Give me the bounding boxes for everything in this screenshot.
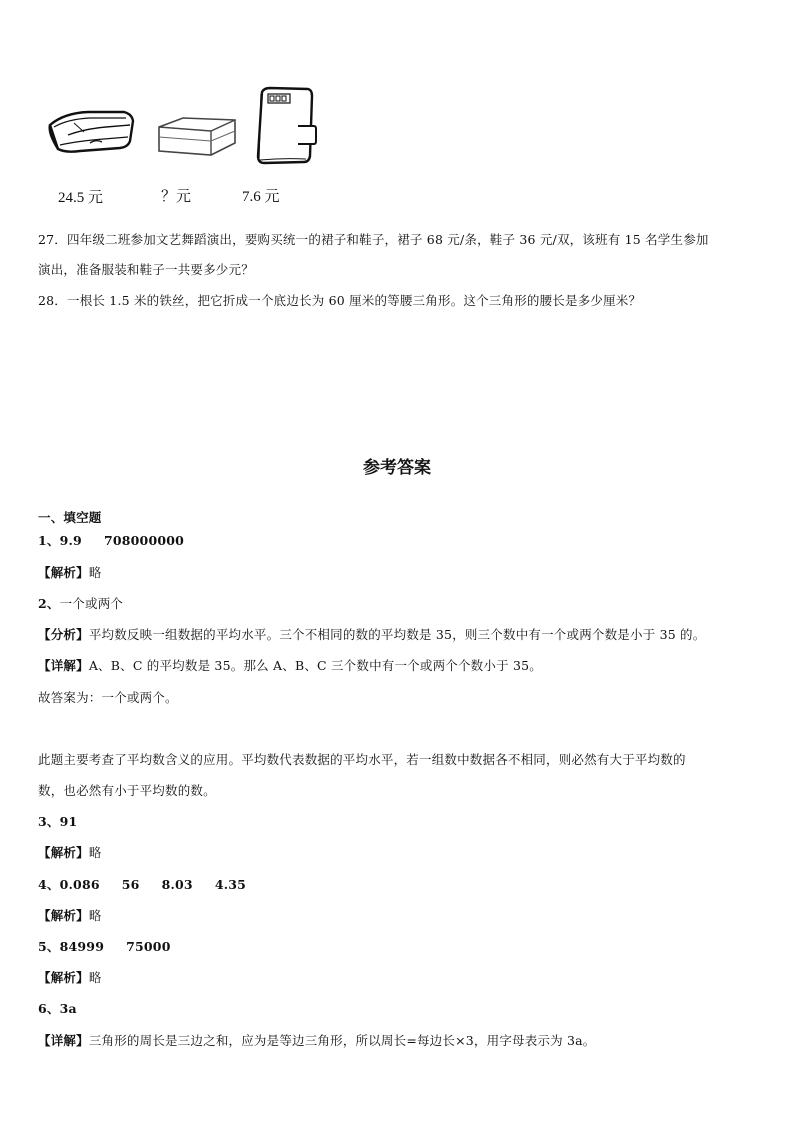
xiangjie-text: A、B、C 的平均数是 35。那么 A、B、C 三个数中有一个或两个个数小于 35。 — [88, 658, 542, 673]
answer-4 — [38, 875, 246, 893]
question-27-number: 27． — [38, 232, 68, 247]
answer-4-value-3: 8.03 — [161, 877, 193, 892]
xiangjie-tag: 【详解】 — [38, 658, 89, 673]
analysis-text: 略 — [88, 565, 102, 580]
answer-6 — [38, 999, 77, 1017]
answers-title: 参考答案 — [363, 458, 431, 478]
analysis-text: 略 — [88, 908, 102, 923]
answer-4-analysis — [38, 906, 102, 924]
question-28-text: 一根长 1.5 米的铁丝，把它折成一个底边长为 60 厘米的等腰三角形。这个三角形的腰长是多少厘米？ — [67, 293, 642, 308]
section-heading: 一、填空题 — [38, 510, 102, 525]
notebook-icon — [254, 86, 318, 166]
analysis-tag: 【解析】 — [38, 565, 89, 580]
answer-2-label: 2、 — [38, 596, 60, 611]
answer-5-value-2: 75000 — [126, 939, 171, 954]
answer-2-xiangjie — [38, 656, 542, 674]
answer-2-comment-line2: 数，也必然有小于平均数的数。 — [38, 783, 216, 798]
eraser-icon — [155, 113, 239, 161]
xiangjie-text: 三角形的周长是三边之和，应为是等边三角形，所以周长=每边长×3，用字母表示为 3a。 — [88, 1033, 596, 1048]
answer-1-value-2: 708000000 — [103, 533, 185, 548]
answer-6-label: 6、 — [38, 1001, 60, 1016]
analysis-tag: 【解析】 — [38, 845, 89, 860]
analysis-text: 略 — [88, 970, 102, 985]
answer-6-xiangjie — [38, 1031, 596, 1049]
answer-4-value-4: 4.35 — [214, 877, 247, 892]
answer-1-analysis — [38, 563, 102, 581]
answer-2-value: 一个或两个 — [59, 596, 124, 611]
answer-2-fenxi — [38, 625, 705, 643]
answer-1-value-1: 9.9 — [59, 533, 82, 548]
answer-6-value: 3a — [59, 1001, 77, 1016]
fenxi-tag: 【分析】 — [38, 627, 89, 642]
answer-1-label: 1、 — [38, 533, 60, 548]
question-28 — [38, 291, 641, 309]
answer-3-label: 3、 — [38, 814, 60, 829]
answer-4-label: 4、 — [38, 877, 60, 892]
answer-3 — [38, 812, 77, 830]
question-27-text-line1: 四年级二班参加文艺舞蹈演出，要购买统一的裙子和鞋子，裙子 68 元/条，鞋子 36 元/双，该班有 15 名学生参加 — [67, 232, 709, 247]
answer-1 — [38, 531, 184, 549]
eraser-price: ？元 — [161, 189, 192, 205]
answer-4-value-2: 56 — [121, 877, 140, 892]
question-27-text-line2: 演出，准备服装和鞋子一共要多少元？ — [38, 262, 254, 277]
answer-5-label: 5、 — [38, 939, 60, 954]
pencil-case-price: 24.5 元 — [58, 190, 104, 206]
answer-5-analysis — [38, 968, 102, 986]
answer-2-comment-line1: 此题主要考查了平均数含义的应用。平均数代表数据的平均水平，若一组数中数据各不相同，则必然有大于平均数的 — [38, 752, 686, 767]
xiangjie-tag: 【详解】 — [38, 1033, 89, 1048]
analysis-text: 略 — [88, 845, 102, 860]
analysis-tag: 【解析】 — [38, 970, 89, 985]
question-27 — [38, 230, 709, 248]
fenxi-text: 平均数反映一组数据的平均水平。三个不相同的数的平均数是 35，则三个数中有一个或两个数是小于 35 的。 — [88, 627, 706, 642]
answer-4-value-1: 0.086 — [59, 877, 100, 892]
answer-3-analysis — [38, 843, 102, 861]
answer-3-value: 91 — [59, 814, 78, 829]
answer-5-value-1: 84999 — [59, 939, 105, 954]
answer-5 — [38, 937, 171, 955]
answer-2-conclusion: 故答案为：一个或两个。 — [38, 690, 178, 705]
pencil-case-icon — [44, 105, 136, 157]
notebook-price: 7.6 元 — [242, 189, 280, 205]
answer-2 — [38, 594, 123, 612]
question-28-number: 28． — [38, 293, 68, 308]
analysis-tag: 【解析】 — [38, 908, 89, 923]
